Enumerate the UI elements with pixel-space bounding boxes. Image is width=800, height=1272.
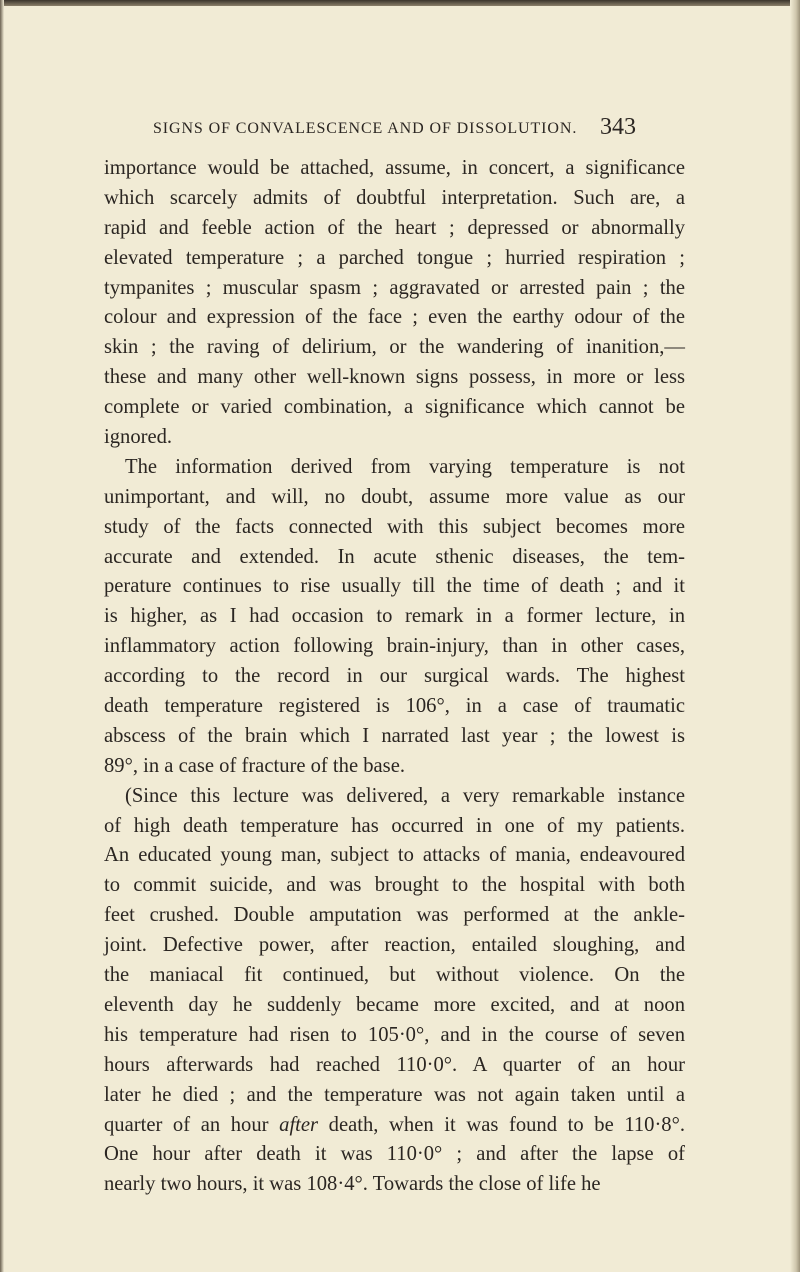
paragraph (104, 782, 685, 1200)
text-line (104, 1111, 685, 1141)
text-line: importance would be attached, assume, in concert, a significance (104, 157, 685, 179)
text-line: nearly two hours, it was 108·4°. Towards the close of life he (104, 1173, 601, 1196)
text-line: One hour after death it was 110·0° ; and after the lapse of (104, 1143, 685, 1166)
body-text (104, 154, 685, 1200)
text-line: The information derived from varying temperature is not (125, 455, 685, 478)
page-right-edge (790, 0, 800, 1272)
text-line: joint. Defective power, after reaction, entailed sloughing, and (104, 934, 685, 957)
text-segment: death, when it was found to be 110·8°. (318, 1113, 685, 1136)
text-line: elevated temperature ; a parched tongue ; hurried respiration ; (104, 246, 685, 269)
italic-text: after (279, 1113, 319, 1136)
text-line: inflammatory action following brain-injury, than in other cases, (104, 635, 685, 658)
page-left-edge (0, 0, 4, 1272)
text-line: according to the record in our surgical wards. The highest (104, 665, 685, 688)
text-line: of high death temperature has occurred in one of my patients. (104, 814, 685, 837)
text-line: the maniacal fit continued, but without violence. On the (104, 964, 685, 987)
text-line: to commit suicide, and was brought to the hospital with both (104, 874, 685, 897)
text-line: study of the facts connected with this subject becomes more (104, 515, 685, 538)
page-number: 343 (600, 114, 636, 140)
text-line: perature continues to rise usually till the time of death ; and it (104, 575, 685, 598)
text-line: death temperature registered is 106°, in a case of traumatic (104, 695, 685, 718)
text-line: which scarcely admits of doubtful interpretation. Such are, a (104, 186, 685, 209)
paragraph (104, 154, 685, 453)
text-line: hours afterwards had reached 110·0°. A quarter of an hour (104, 1053, 685, 1076)
text-line: these and many other well-known signs possess, in more or less (104, 366, 685, 389)
text-line: his temperature had risen to 105·0°, and in the course of seven (104, 1023, 685, 1046)
text-line: colour and expression of the face ; even the earthy odour of the (104, 306, 685, 329)
text-line: (Since this lecture was delivered, a very remarkable instance (125, 784, 685, 807)
text-line: skin ; the raving of delirium, or the wandering of inanition,— (104, 336, 685, 359)
page-top-edge (0, 0, 800, 6)
text-line: accurate and extended. In acute sthenic diseases, the tem- (104, 545, 685, 568)
text-line: 89°, in a case of fracture of the base. (104, 754, 405, 777)
page-header (153, 116, 653, 148)
text-line: ignored. (104, 426, 173, 449)
running-head: SIGNS OF CONVALESCENCE AND OF DISSOLUTION. (153, 120, 578, 137)
text-line: feet crushed. Double amputation was performed at the ankle- (104, 904, 685, 927)
text-line: eleventh day he suddenly became more excited, and at noon (104, 993, 685, 1016)
paragraph (104, 453, 685, 782)
text-line: is higher, as I had occasion to remark in a former lecture, in (104, 605, 685, 628)
text-line: abscess of the brain which I narrated last year ; the lowest is (104, 724, 685, 747)
text-line: unimportant, and will, no doubt, assume more value as our (104, 485, 685, 508)
text-segment: quarter of an hour (104, 1113, 280, 1136)
text-line: complete or varied combination, a significance which cannot be (104, 396, 685, 419)
text-line: rapid and feeble action of the heart ; depressed or abnormally (104, 216, 685, 239)
text-line: tympanites ; muscular spasm ; aggravated or arrested pain ; the (104, 276, 685, 299)
text-line: later he died ; and the temperature was not again taken until a (104, 1083, 685, 1106)
text-line: An educated young man, subject to attacks of mania, endeavoured (104, 844, 685, 867)
